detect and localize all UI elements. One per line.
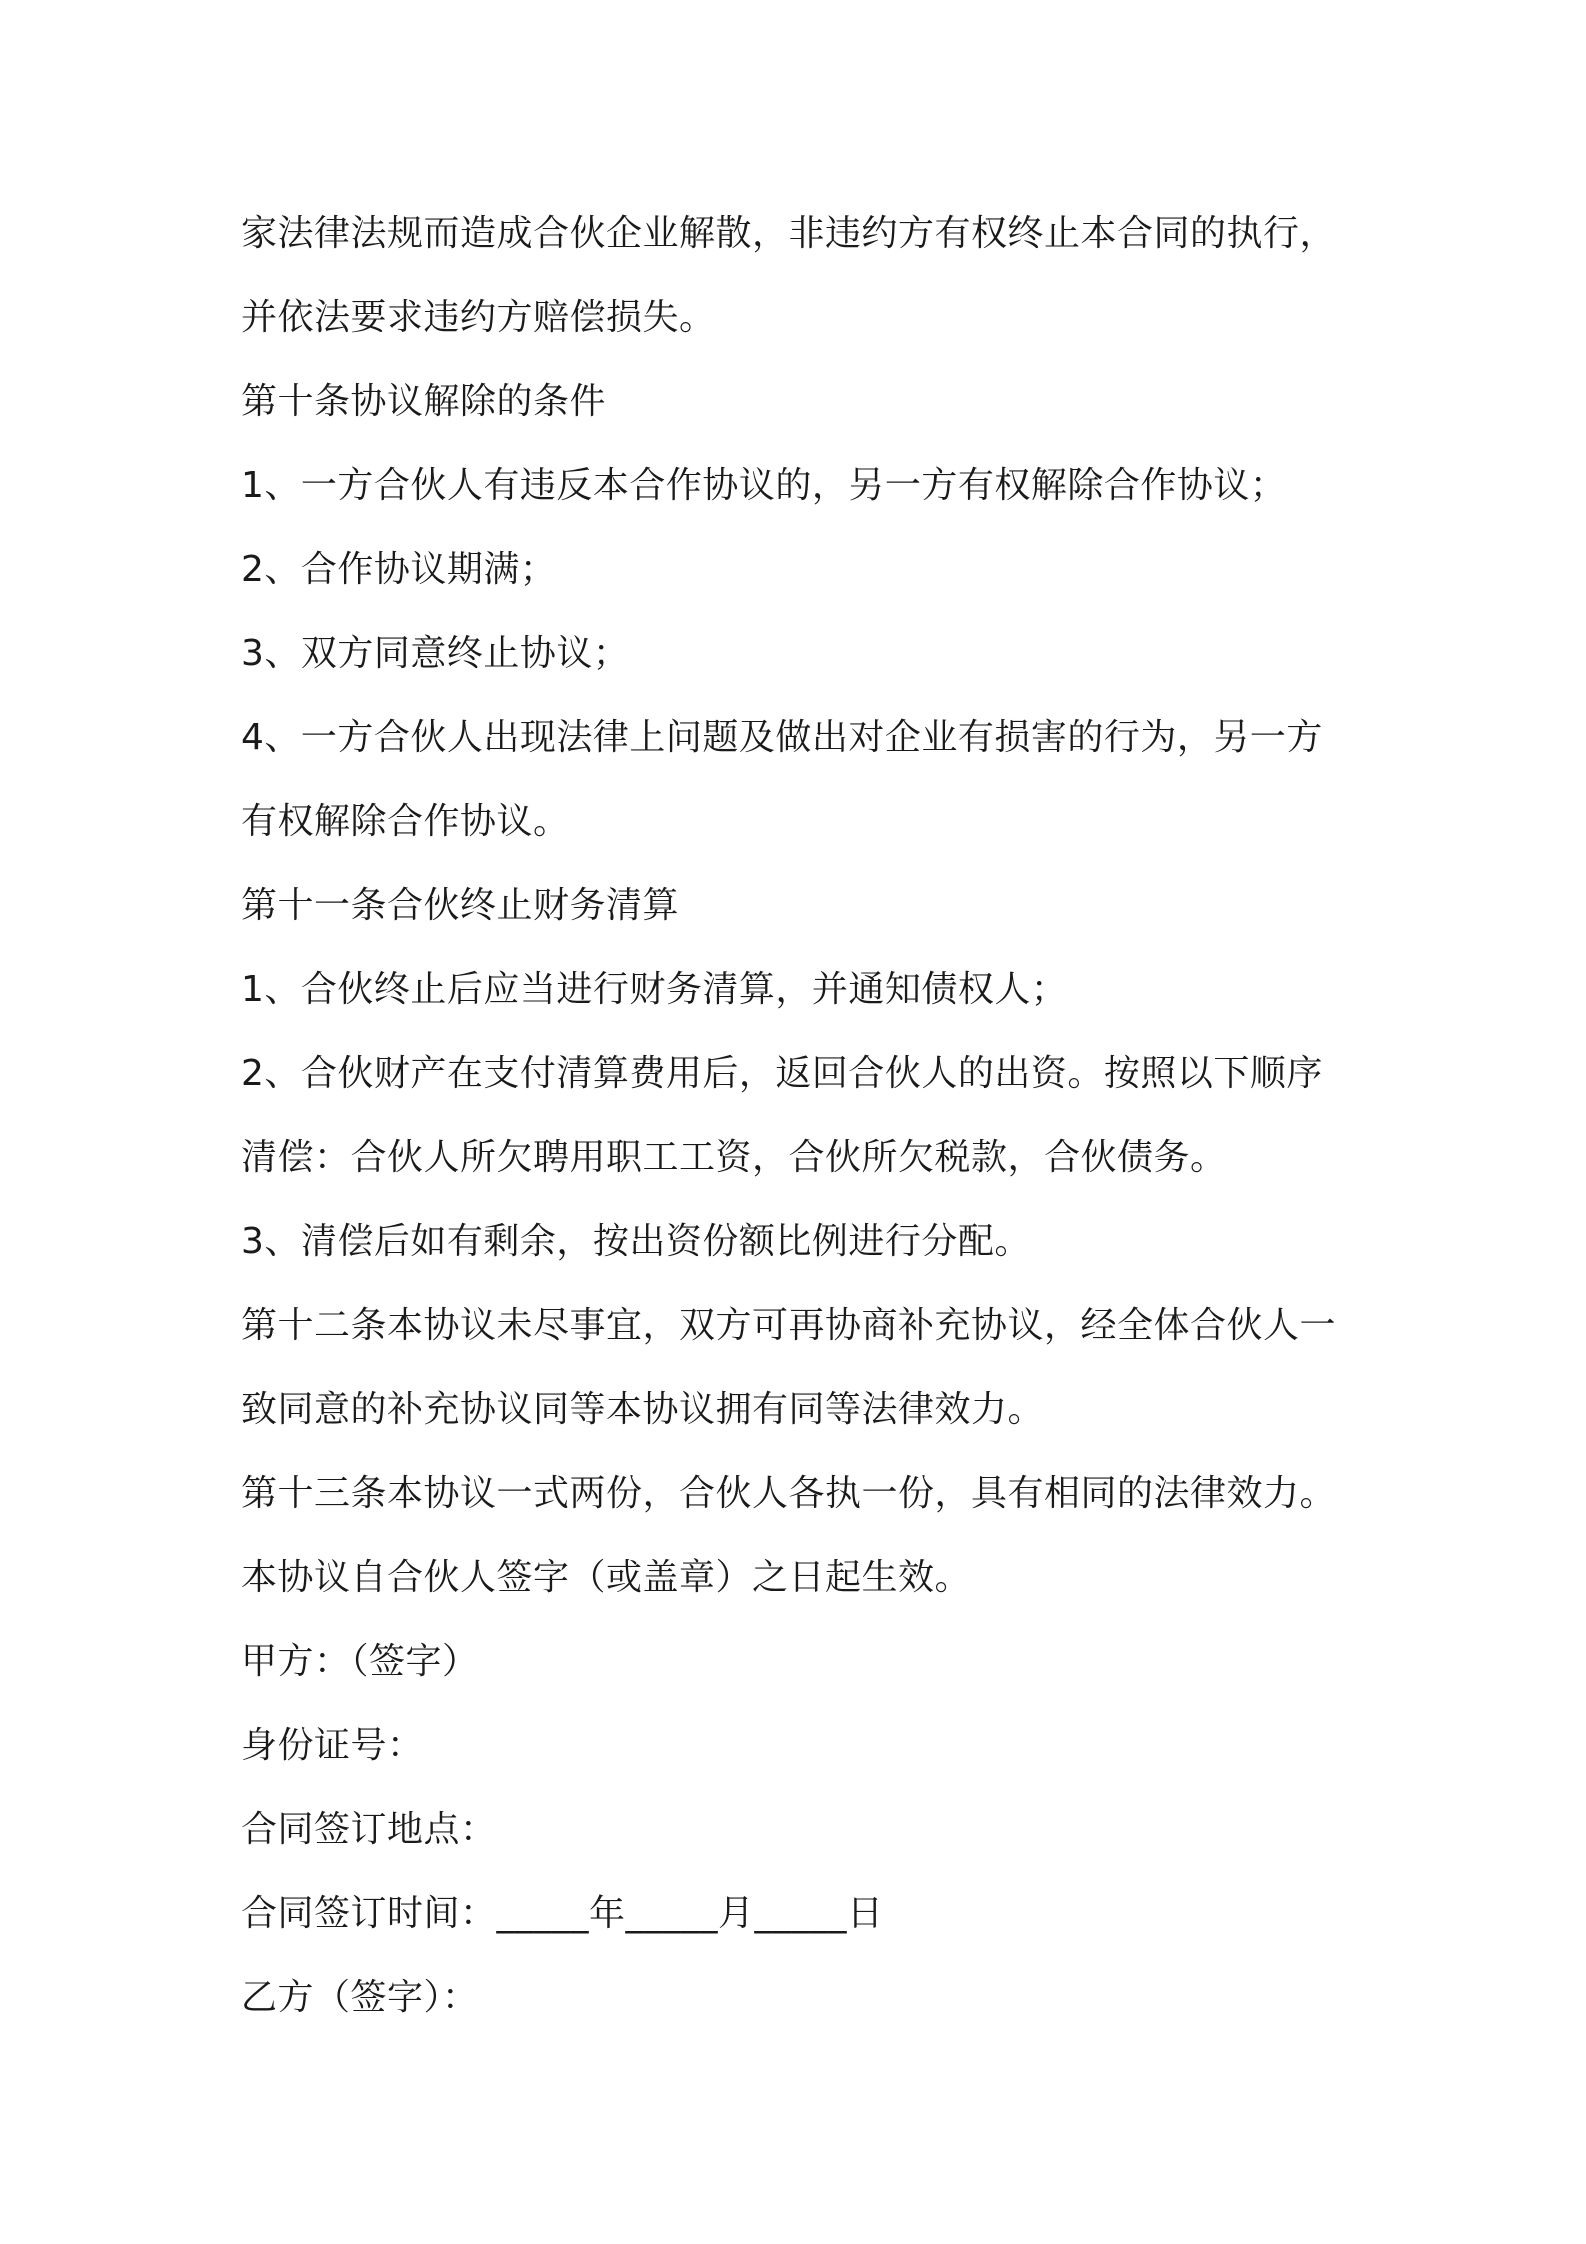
document-body (241, 192, 1371, 2040)
article-10-item-4-cont: 有权解除合作协议。 (241, 801, 570, 842)
article-11-item-3: 3、清偿后如有剩余，按出资份额比例进行分配。 (241, 1221, 1031, 1262)
article-12: 第十二条本协议未尽事宜，双方可再协商补充协议，经全体合伙人一 (241, 1305, 1337, 1346)
text-line-1: 家法律法规而造成合伙企业解散，非违约方有权终止本合同的执行， (241, 213, 1337, 254)
article-10-item-4: 4、一方合伙人出现法律上问题及做出对企业有损害的行为，另一方 (241, 717, 1323, 758)
id-number-field: 身份证号： (241, 1725, 424, 1766)
effective-clause: 本协议自合伙人签字（或盖章）之日起生效。 (241, 1557, 972, 1598)
article-10-item-2: 2、合作协议期满； (241, 549, 557, 590)
article-13: 第十三条本协议一式两份，合伙人各执一份，具有相同的法律效力。 (241, 1473, 1337, 1514)
party-b-signature: 乙方（签字）： (241, 1977, 479, 2018)
party-a-signature: 甲方：（签字） (241, 1641, 479, 1682)
article-10-item-1: 1、一方合伙人有违反本合作协议的，另一方有权解除合作协议； (241, 465, 1287, 506)
article-10-item-3: 3、双方同意终止协议； (241, 633, 630, 674)
article-11-item-2: 2、合伙财产在支付清算费用后，返回合伙人的出资。按照以下顺序 (241, 1053, 1323, 1094)
article-11-item-2-cont: 清偿：合伙人所欠聘用职工工资，合伙所欠税款，合伙债务。 (241, 1137, 1227, 1178)
article-10-heading: 第十条协议解除的条件 (241, 381, 607, 422)
article-11-item-1: 1、合伙终止后应当进行财务清算，并通知债权人； (241, 969, 1068, 1010)
article-11-heading: 第十一条合伙终止财务清算 (241, 885, 680, 926)
article-12-cont: 致同意的补充协议同等本协议拥有同等法律效力。 (241, 1389, 1045, 1430)
signing-date-field: 合同签订时间：_____年_____月_____日 (241, 1893, 884, 1934)
text-line-2: 并依法要求违约方赔偿损失。 (241, 297, 716, 338)
signing-location-field: 合同签订地点： (241, 1809, 497, 1850)
